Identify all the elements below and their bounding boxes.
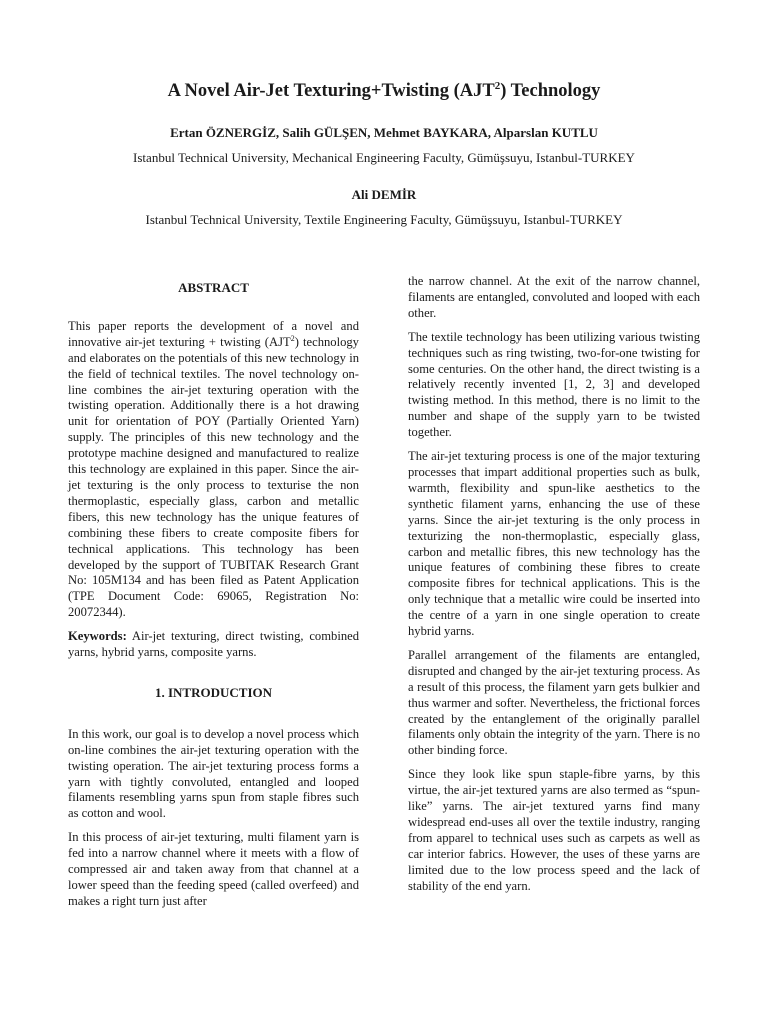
left-column [68,280,359,918]
right-column [408,274,700,903]
affiliation-textile: Istanbul Technical University, Textile Engineering Faculty, Gümüşsuyu, Istanbul-TURKEY [145,212,623,227]
introduction-heading: 1. INTRODUCTION [154,684,272,700]
authors: Ertan ÖZNERGİZ, Salih GÜLŞEN, Mehmet BAYKARA, Alparslan KUTLU [170,125,598,140]
abstract-superscript: 2 [290,333,295,343]
right-paragraph-4: Parallel arrangement of the filaments are entangled, disrupted and changed by the air-jet texturing process. As a result of this process, the filament yarn gets bulkier and thus warmer and softer. Nevertheless, the frictional forces created by the entanglement of the originally parallel filaments only obtain the integrity of the yarn. There is no other binding force. [408,647,700,758]
abstract-heading: ABSTRACT [178,280,249,295]
affiliation-mechanical: Istanbul Technical University, Mechanical Engineering Faculty, Gümüşsuyu, Istanbul-TURKEY [133,150,635,165]
abstract-paragraph: This paper reports the development of a novel and innovative air-jet texturing + twisting (AJT$^2$) technology and elaborates on the potentials of this new technology in the field of technical textiles. The novel technology on-line combines the air-jet texturing operation with the twisting operation. Additionally there is a hot drawing unit for orientation of POY (Partially Oriented Yarn) supply. The principles of this new technology and the prototype machine designed and manufactured to realize this technology are explained in this paper. Since the air-jet texturing is the only process to texturise the non thermoplastic, especially glass, carbon and metallic fibers, this new technology has the unique features of combining these fibers to create composite fibers for technical applications. This technology has been developed by the support of TUBITAK Research Grant No: 105M134 and has been filed as Patent Application (TPE Document Code: 69065, Registration No: 20072344). [68,318,359,620]
right-paragraph-2: The textile technology has been utilizing various twisting techniques such as ring twisting, two-for-one twisting for some centuries. On the other hand, the direct twisting is a relatively recently invented [1, 2, 3] and developed twisting method. In this method, there is no limit to the number and shape of the supply yarn to be twisted together. [408,329,700,440]
second-author: Ali DEMİR [351,187,417,202]
right-paragraph-1: the narrow channel. At the exit of the narrow channel, filaments are entangled, convoluted and looped with each other. [408,274,700,320]
paper-title: A Novel Air-Jet Texturing+Twisting (AJT$^2$) Technology [167,80,601,102]
keywords-label: Keywords: [68,629,127,644]
intro-paragraph-2: In this process of air-jet texturing, multi filament yarn is fed into a narrow channel where it meets with a flow of compressed air and taken away from that channel at a lower speed than the feeding speed (called overfeed) and makes a right turn just after [68,830,359,908]
title-superscript: 2 [494,80,501,92]
keywords-text: Air-jet texturing, direct twisting, combined yarns, hybrid yarns, composite yarns. [68,629,359,660]
intro-paragraph-1: In this work, our goal is to develop a novel process which on-line combines the air-jet texturing operation with the twisting operation. The air-jet texturing process forms a yarn with tightly convoluted, entangled and looped filaments resembling yarns spun from staple fibres such as cotton and wool. [68,726,359,821]
right-paragraph-3: The air-jet texturing process is one of the major texturing processes that impart additional properties such as bulk, warmth, flexibility and spun-like aesthetics to the synthetic filament yarns, enhancing the use of these yarns. Since the air-jet texturing is the only process in texturizing the non-thermoplastic, especially glass, carbon and metallic fibres, this new technology has the unique features of combining these fibres to create composite fibres for technical applications. This is the only technique that a metallic wire could be inserted into the centre of a yarn in one single operation to create hybrid yarns. [408,449,700,639]
right-paragraph-5: Since they look like spun staple-fibre yarns, by this virtue, the air-jet textured yarns are also termed as “spun-like” yarns. The air-jet textured yarns find many widespread end-uses all over the textile industry, ranging from apparel to technical uses such as carpets as well as car interior fabrics. However, the uses of these yarns are limited due to the low process speed and the lack of stability of the end yarn. [408,767,700,893]
keywords [68,629,359,661]
